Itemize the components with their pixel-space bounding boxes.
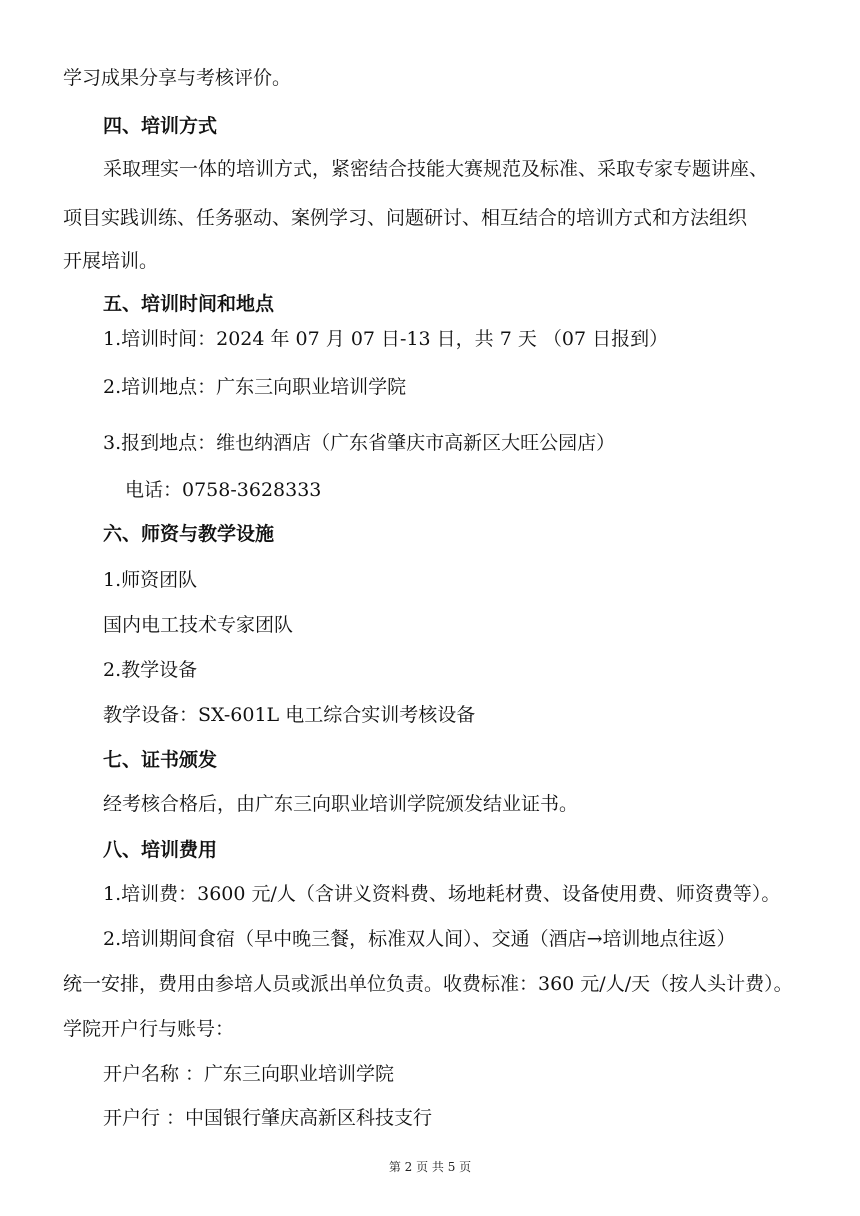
paragraph-line: 统一安排，费用由参培人员或派出单位负责。收费标准：360 元/人/天（按人头计费）。 [63, 973, 793, 995]
paragraph-line: 项目实践训练、任务驱动、案例学习、问题研讨、相互结合的培训方式和方法组织 [63, 207, 748, 229]
section-heading-training-method: 四、培训方式 [103, 115, 218, 137]
phone-number: 电话：0758-3628333 [125, 479, 322, 501]
section-heading-time-location: 五、培训时间和地点 [103, 293, 275, 315]
paragraph-line: 采取理实一体的培训方式，紧密结合技能大赛规范及标准、采取专家专题讲座、 [103, 158, 769, 180]
paragraph-line: 开展培训。 [63, 250, 159, 272]
training-fee: 1.培训费：3600 元/人（含讲义资料费、场地耗材费、设备使用费、师资费等）。 [103, 883, 781, 905]
teaching-equipment: 教学设备：SX-601L 电工综合实训考核设备 [103, 704, 476, 726]
page-number-footer: 第 2 页 共 5 页 [388, 1160, 472, 1174]
bank-account-label: 学院开户行与账号： [63, 1018, 235, 1040]
certificate-text: 经考核合格后，由广东三向职业培训学院颁发结业证书。 [103, 793, 579, 815]
teaching-equipment-label: 2.教学设备 [103, 659, 198, 681]
paragraph-line: 学习成果分享与考核评价。 [63, 67, 292, 89]
faculty-team-label: 1.师资团队 [103, 569, 198, 591]
bank-name: 开户行 ：中国银行肇庆高新区科技支行 [103, 1107, 433, 1129]
training-location: 2.培训地点：广东三向职业培训学院 [103, 376, 407, 398]
account-name: 开户名称 ：广东三向职业培训学院 [103, 1063, 395, 1085]
training-time: 1.培训时间：2024 年 07 月 07 日-13 日，共 7 天 （07 日报到） [103, 328, 669, 350]
faculty-team: 国内电工技术专家团队 [103, 614, 294, 636]
accommodation-fee: 2.培训期间食宿（早中晚三餐，标准双人间）、交通（酒店→培训地点往返） [103, 928, 736, 950]
section-heading-faculty-facilities: 六、师资与教学设施 [103, 523, 275, 545]
check-in-location: 3.报到地点：维也纳酒店（广东省肇庆市高新区大旺公园店） [103, 432, 616, 454]
section-heading-training-fees: 八、培训费用 [103, 839, 218, 861]
section-heading-certificate: 七、证书颁发 [103, 749, 218, 771]
